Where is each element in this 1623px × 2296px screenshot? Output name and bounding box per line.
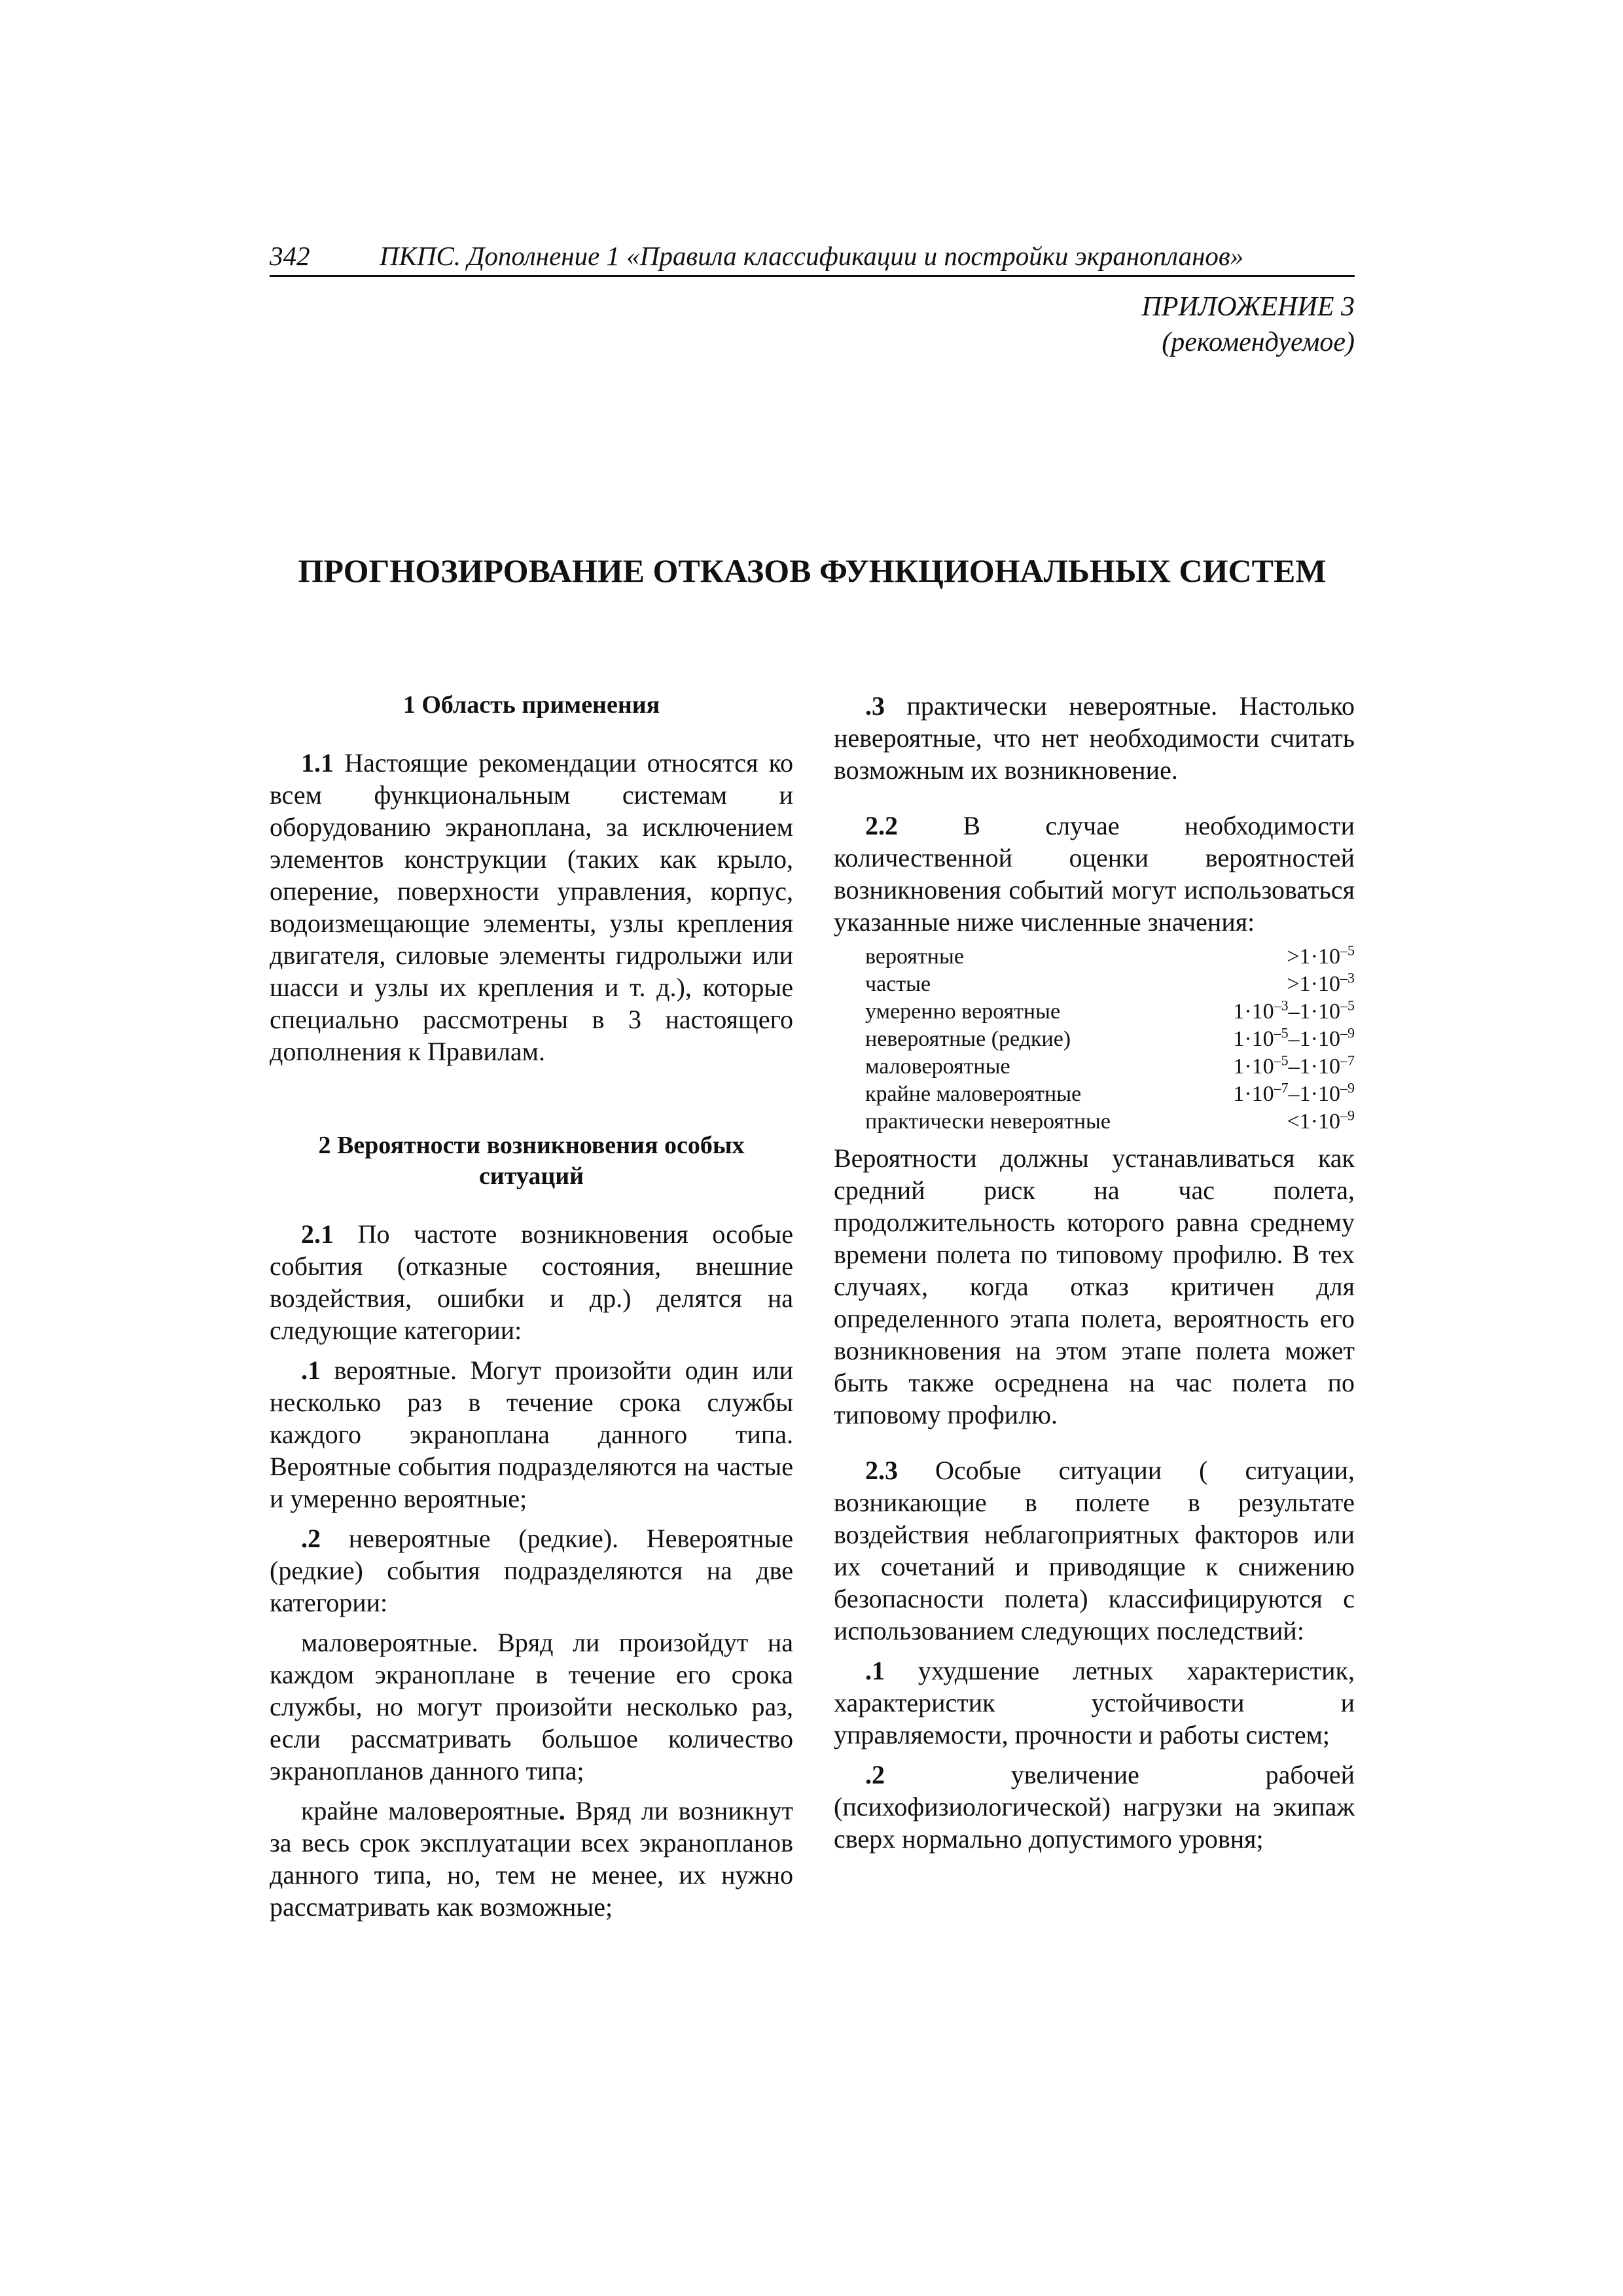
probability-label: крайне маловероятные — [865, 1082, 1082, 1106]
paragraph-number: 2.3 — [865, 1456, 898, 1485]
paragraph-2-2 — [834, 810, 1355, 938]
probability-value-sep: – — [1288, 1027, 1300, 1051]
probability-label: вероятные — [865, 944, 964, 969]
item-number: .2 — [865, 1760, 885, 1789]
paragraph-number: 2.2 — [865, 811, 898, 840]
sub-item-text: Вряд ли возникнут за весь срок эксплуатации всех экранопланов данного типа, но, тем не менее, их нужно рассматривать как возможные; — [270, 1796, 794, 1922]
probability-label: практически невероятные — [865, 1109, 1111, 1134]
probability-value-m1: 1·10 — [1299, 972, 1340, 996]
probability-label: невероятные (редкие) — [865, 1027, 1071, 1051]
probability-value-e2: –9 — [1340, 1079, 1355, 1096]
probability-row — [865, 971, 1355, 998]
paragraph-2-3 — [834, 1454, 1355, 1647]
section-2-heading — [270, 1130, 793, 1192]
list-item-1 — [270, 1354, 793, 1515]
document-title: ПРОГНОЗИРОВАНИЕ ОТКАЗОВ ФУНКЦИОНАЛЬНЫХ СИСТЕМ — [298, 552, 1327, 589]
item-text: увеличение рабочей (психофизиологической) нагрузки на экипаж сверх нормально допустимого уровня; — [834, 1760, 1355, 1854]
probability-value-e2: –7 — [1340, 1052, 1355, 1069]
probability-value — [1217, 943, 1355, 971]
probability-value-sep: – — [1288, 1054, 1300, 1079]
probability-table — [865, 943, 1355, 1136]
item-text: вероятные. Могут произойти один или несколько раз в течение срока службы каждого экраноплана данного типа. Вероятные события подразделяются на частые и умеренно вероятные; — [270, 1355, 793, 1513]
item-number: .1 — [865, 1656, 885, 1685]
probability-value-m1: 1·10 — [1299, 1109, 1340, 1134]
probability-row — [865, 1026, 1355, 1053]
item-text: невероятные (редкие). Невероятные (редкие) события подразделяются на две категории: — [270, 1524, 793, 1617]
probability-label: умеренно вероятные — [865, 999, 1061, 1024]
paragraph-text: Особые ситуации ( ситуации, возникающие в полете в результате воздействия неблагоприятных факторов или их сочетаний и приводящие к снижению безопасности полета) классифицируются с использованием следующих последствий: — [834, 1456, 1355, 1645]
paragraph-number: 1.1 — [301, 748, 334, 778]
probability-value-e2: –9 — [1340, 1024, 1355, 1041]
item-number: .1 — [301, 1355, 321, 1385]
right-column — [834, 690, 1355, 1863]
probability-value-e1: –7 — [1274, 1079, 1289, 1096]
probability-value — [1217, 1053, 1355, 1081]
probability-value-m2: 1·10 — [1299, 1054, 1340, 1079]
sub-item-unlikely: маловероятные. Вряд ли произойдут на каждом экраноплане в течение его срока службы, но могут произойти несколько раз, если рассматривать большое количество экранопланов данного типа; — [270, 1628, 793, 1785]
probability-value — [1217, 1081, 1355, 1108]
paragraph-after-table: Вероятности должны устанавливаться как средний риск на час полета, продолжительность которого равна среднему времени полета по типовому профилю. В тех случаях, когда отказ критичен для определенного этапа полета, вероятность его возникновения на этом этапе полета может быть также осреднена на час полета по типовому профилю. — [834, 1143, 1355, 1429]
consequence-item-2 — [834, 1759, 1355, 1855]
running-header — [270, 237, 1355, 277]
sub-item-extremely-unlikely — [270, 1795, 793, 1923]
probability-value — [1217, 971, 1355, 998]
list-item-2 — [270, 1522, 793, 1619]
left-column — [270, 690, 793, 1931]
probability-row — [865, 998, 1355, 1026]
item-text: практически невероятные. Настолько невероятные, что нет необходимости считать возможным их возникновение. — [834, 691, 1355, 785]
probability-value-sep: – — [1288, 999, 1300, 1024]
page-number: 342 — [270, 241, 310, 271]
probability-label: маловероятные — [865, 1054, 1010, 1079]
probability-value-op: > — [1287, 944, 1300, 969]
paragraph-text: Настоящие рекомендации относятся ко всем функциональным системам и оборудованию экраноплана, за исключением элементов конструкции (таких как крыло, оперение, поверхности управления, корпус, водоизмещающие элементы, узлы крепления двигателя, силовые элементы гидролыжи или шасси и узлы их крепления и т. д.), которые специально рассмотрены в 3 настоящего дополнения к Правилам. — [270, 748, 793, 1066]
probability-value-op: > — [1287, 972, 1300, 996]
probability-value-m1: 1·10 — [1233, 1082, 1274, 1106]
probability-value-m1: 1·10 — [1233, 999, 1274, 1024]
probability-value-m1: 1·10 — [1233, 1054, 1274, 1079]
appendix-number: ПРИЛОЖЕНИЕ 3 — [1141, 292, 1355, 322]
probability-value-m1: 1·10 — [1233, 1027, 1274, 1051]
probability-value-op: < — [1287, 1109, 1300, 1134]
paragraph-number: 2.1 — [301, 1219, 334, 1249]
item-number: .2 — [301, 1524, 321, 1553]
probability-value — [1217, 998, 1355, 1026]
item-text: ухудшение летных характеристик, характеристик устойчивости и управляемости, прочности и работы систем; — [834, 1656, 1355, 1749]
probability-row — [865, 1053, 1355, 1081]
probability-row — [865, 1108, 1355, 1136]
section-2-heading-line1: 2 Вероятности возникновения особых — [318, 1132, 745, 1159]
probability-value-m2: 1·10 — [1299, 1027, 1340, 1051]
probability-row — [865, 943, 1355, 971]
probability-value-e1: –3 — [1274, 997, 1289, 1014]
paragraph-2-1 — [270, 1218, 793, 1346]
probability-value-sep: – — [1288, 1082, 1300, 1106]
probability-value — [1217, 1026, 1355, 1053]
probability-value-e1: –5 — [1274, 1052, 1289, 1069]
section-2-heading-line2: ситуаций — [478, 1162, 584, 1190]
consequence-item-1 — [834, 1655, 1355, 1751]
paragraph-1-1 — [270, 747, 793, 1067]
probability-value-m2: 1·10 — [1299, 999, 1340, 1024]
probability-value — [1217, 1108, 1355, 1136]
running-header-title: ПКПС. Дополнение 1 «Правила классификации и постройки экранопланов» — [380, 241, 1244, 271]
probability-label: частые — [865, 972, 931, 996]
appendix-note: (рекомендуемое) — [1162, 327, 1355, 357]
probability-value-m1: 1·10 — [1299, 944, 1340, 969]
paragraph-text: В случае необходимости количественной оценки вероятностей возникновения событий могут использоваться указанные ниже численные значения: — [834, 811, 1355, 937]
section-1-heading: 1 Область применения — [402, 691, 660, 719]
probability-value-m2: 1·10 — [1299, 1082, 1340, 1106]
probability-value-e1: –9 — [1340, 1107, 1355, 1124]
probability-value-e1: –3 — [1340, 969, 1355, 986]
appendix-label — [1142, 289, 1355, 360]
paragraph-text: По частоте возникновения особые события (отказные состояния, внешние воздействия, ошибки и др.) делятся на следующие категории: — [270, 1219, 793, 1345]
probability-value-e1: –5 — [1274, 1024, 1289, 1041]
probability-row — [865, 1081, 1355, 1108]
sub-item-dot: . — [558, 1796, 565, 1825]
probability-value-e1: –5 — [1340, 942, 1355, 959]
probability-value-e2: –5 — [1340, 997, 1355, 1014]
sub-item-head: крайне маловероятные — [301, 1796, 559, 1825]
item-number: .3 — [865, 691, 885, 721]
list-item-3 — [834, 690, 1355, 786]
